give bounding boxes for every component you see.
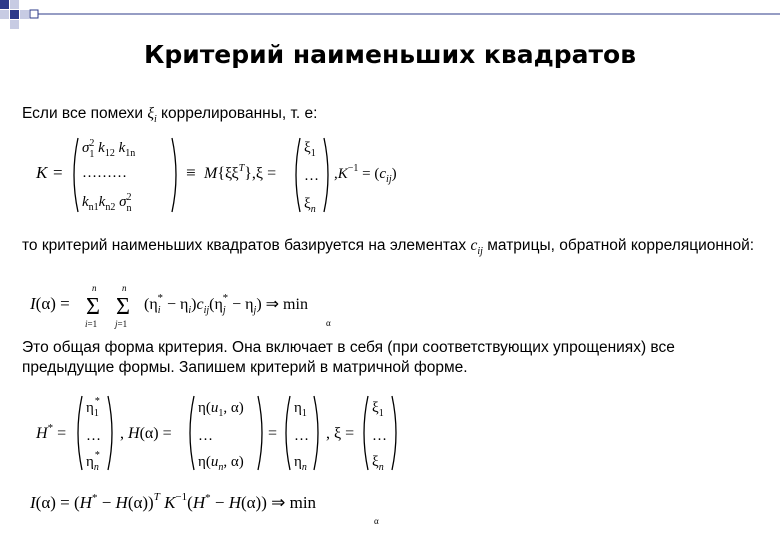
svg-text:………: ……… bbox=[82, 165, 127, 181]
svg-text:kn1kn2 σ2n: $k_{n1}k_{n2}$ $\sigma^2$ n bbox=[82, 192, 132, 214]
svg-text:, ξ =: , ξ = bbox=[326, 425, 355, 442]
intro-line bbox=[22, 104, 762, 130]
svg-text:η(u1, α): $\eta(u_1$, α) bbox=[198, 400, 244, 419]
svg-text:n: n bbox=[92, 283, 97, 293]
slide-title: Критерий наименьших квадратов bbox=[143, 40, 637, 69]
c-subscript: ij bbox=[477, 246, 483, 258]
paragraph-criterion-start: то критерий наименьших квадратов базируется на элементах bbox=[22, 237, 471, 254]
svg-text:=: = bbox=[268, 425, 278, 442]
svg-text:≡: ≡ bbox=[186, 163, 196, 182]
intro-text-start: Если все помехи bbox=[22, 105, 148, 122]
intro-text-end: коррелированны, т. е: bbox=[156, 105, 318, 122]
svg-text:H* =: H* = bbox=[36, 422, 67, 442]
svg-text:M{ξξT},ξ =: $M\{\xi\xi^T\},\xi$ = bbox=[204, 163, 277, 182]
svg-text:…: … bbox=[198, 428, 213, 444]
svg-text:n: n bbox=[122, 283, 127, 293]
svg-text:, H(α) =: , H(α) = bbox=[120, 425, 172, 442]
svg-text:j=1: j=1 bbox=[115, 319, 128, 329]
svg-text:,K−1 = (cij): $,K^{-1} = (c_{ij})$ bbox=[334, 163, 397, 185]
c-symbol: c bbox=[470, 237, 478, 254]
svg-text:I(α) =: I(α) = bbox=[30, 294, 70, 313]
svg-text:…: … bbox=[372, 428, 387, 444]
svg-text:…: … bbox=[294, 428, 309, 444]
svg-text:ξn: $\xi_n$ bbox=[372, 454, 384, 473]
xi-symbol: ξ bbox=[147, 105, 154, 122]
svg-text:η(un, α): $\eta(u_n$, α) bbox=[198, 454, 244, 473]
svg-text:α: α bbox=[326, 318, 331, 328]
svg-text:σ21 k12 k1n: $\sigma^2$ 1 $k_{12}$ $k_{1n}$ bbox=[82, 138, 136, 160]
formula-covariance-matrix bbox=[36, 130, 396, 220]
formula-matrix-criterion bbox=[30, 486, 410, 530]
formula-vectors bbox=[36, 390, 416, 476]
svg-text:ηn*: $\eta_n*$ bbox=[86, 450, 100, 473]
svg-text:η1: $\eta_1$ bbox=[294, 400, 307, 419]
svg-text:(ηi* − ηi)cij(ηj* − ηj) ⇒ min: $(\eta_i* - \eta_i)c_{ij}(\eta_j* - \eta_j)$ ⇒ min bbox=[144, 292, 308, 316]
svg-text:i=1: i=1 bbox=[85, 319, 98, 329]
paragraph-criterion-end: матрицы, обратной корреляционной: bbox=[482, 237, 755, 254]
svg-text:ξ1: $\xi_1$ bbox=[304, 140, 316, 159]
svg-text:ηn: $\eta_n$ bbox=[294, 454, 307, 473]
paragraph-criterion bbox=[22, 236, 762, 262]
svg-text:α: α bbox=[374, 516, 379, 526]
svg-text:ξn: $\xi_n$ bbox=[304, 196, 316, 215]
svg-text:ξ1: $\xi_1$ bbox=[372, 400, 384, 419]
xi-subscript: i bbox=[153, 114, 157, 126]
svg-text:…: … bbox=[304, 168, 319, 184]
svg-text:…: … bbox=[86, 428, 101, 444]
svg-text:=: = bbox=[53, 163, 63, 182]
svg-text:η1*: $\eta_1*$ bbox=[86, 396, 100, 419]
svg-text:Σ: Σ bbox=[86, 294, 100, 320]
paragraph-general-form: Это общая форма критерия. Она включает в себя (при соответствующих упрощениях) все предыдущие формы. Запишем критерий в матричной форме. bbox=[22, 339, 675, 376]
svg-text:K: K bbox=[36, 163, 48, 182]
svg-text:Σ: Σ bbox=[116, 294, 130, 320]
formula-double-sum bbox=[30, 282, 370, 332]
corner-decoration bbox=[0, 0, 780, 30]
svg-text:I(α) = (H* − H(α))T K−1(H* − H: $I(\alpha) = (H^* - H(\alpha))^T$ $K^{-1}(H^* - H(\alpha))$ ⇒ min bbox=[30, 491, 317, 512]
